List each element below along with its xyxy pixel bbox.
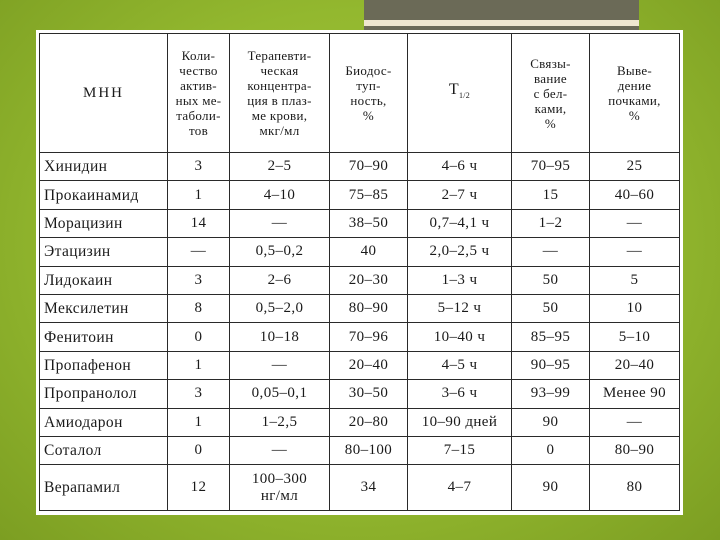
cell-metabolites: 14 — [168, 209, 230, 237]
cell-bioavailability: 70–96 — [330, 323, 408, 351]
header-line: Коли- — [181, 48, 216, 63]
title-tab-stripe — [364, 20, 639, 26]
cell-renal: — — [590, 209, 680, 237]
cell-renal: 10 — [590, 294, 680, 322]
cell-concentration: 10–18 — [230, 323, 330, 351]
cell-name: Хинидин — [40, 153, 168, 181]
header-line: ческая — [260, 63, 299, 78]
cell-bioavailability: 80–90 — [330, 294, 408, 322]
header-line: ность, — [350, 93, 387, 108]
cell-half-life: 1–3 ч — [408, 266, 512, 294]
header-line: % — [544, 115, 557, 131]
cell-renal: — — [590, 408, 680, 436]
header-line: концентра- — [247, 78, 312, 93]
cell-concentration: 100–300 нг/мл — [230, 465, 330, 511]
header-line: с бел- — [533, 85, 568, 101]
header-line: % — [362, 108, 375, 123]
header-line: мкг/мл — [259, 123, 300, 138]
header-mnn: МНН — [40, 34, 168, 153]
table-row — [40, 465, 680, 511]
cell-binding: — — [512, 238, 590, 266]
cell-half-life: 2,0–2,5 ч — [408, 238, 512, 266]
cell-name: Прокаинамид — [40, 181, 168, 209]
cell-binding: 1–2 — [512, 209, 590, 237]
cell-renal: 20–40 — [590, 351, 680, 379]
cell-renal: 5 — [590, 266, 680, 294]
cell-binding: 90 — [512, 465, 590, 511]
table-body — [40, 153, 680, 511]
cell-name: Пропафенон — [40, 351, 168, 379]
cell-binding: 70–95 — [512, 153, 590, 181]
header-line: актив- — [180, 78, 217, 93]
header-line: туп- — [356, 78, 381, 93]
cell-bioavailability: 70–90 — [330, 153, 408, 181]
header-line: Биодос- — [345, 63, 392, 78]
antiarrhythmic-pharmacokinetics-table — [39, 33, 680, 511]
cell-bioavailability: 20–30 — [330, 266, 408, 294]
header-metabolites — [168, 34, 230, 153]
cell-renal: 80 — [590, 465, 680, 511]
header-row — [40, 34, 680, 153]
cell-half-life: 0,7–4,1 ч — [408, 209, 512, 237]
cell-renal: 40–60 — [590, 181, 680, 209]
cell-metabolites: 12 — [168, 465, 230, 511]
cell-metabolites: — — [168, 238, 230, 266]
cell-binding: 90–95 — [512, 351, 590, 379]
table-row — [40, 266, 680, 294]
header-line: Выве- — [616, 63, 653, 78]
cell-concentration: 0,5–0,2 — [230, 238, 330, 266]
cell-name: Лидокаин — [40, 266, 168, 294]
header-protein-binding — [512, 34, 590, 153]
header-half-life: $Т_{1/2}$ — [408, 34, 512, 153]
header-line: дение — [617, 78, 652, 93]
cell-concentration: 4–10 — [230, 181, 330, 209]
cell-concentration: 0,05–0,1 — [230, 380, 330, 408]
cell-metabolites: 3 — [168, 153, 230, 181]
cell-metabolites: 1 — [168, 408, 230, 436]
cell-bioavailability: 34 — [330, 465, 408, 511]
cell-name: Мексилетин — [40, 294, 168, 322]
cell-binding: 93–99 — [512, 380, 590, 408]
header-line: ных ме- — [175, 93, 222, 108]
cell-binding: 50 — [512, 294, 590, 322]
table-row — [40, 294, 680, 322]
cell-name: Пропранолол — [40, 380, 168, 408]
cell-binding: 15 — [512, 181, 590, 209]
cell-half-life: 7–15 — [408, 436, 512, 464]
cell-name: Фенитоин — [40, 323, 168, 351]
cell-concentration: 1–2,5 — [230, 408, 330, 436]
cell-bioavailability: 80–100 — [330, 436, 408, 464]
table-row — [40, 181, 680, 209]
cell-metabolites: 0 — [168, 323, 230, 351]
header-line: Терапевти- — [247, 48, 312, 63]
cell-name: Верапамил — [40, 465, 168, 511]
cell-binding: 90 — [512, 408, 590, 436]
cell-half-life: 3–6 ч — [408, 380, 512, 408]
header-line: % — [628, 108, 641, 123]
cell-name: Амиодарон — [40, 408, 168, 436]
cell-metabolites: 3 — [168, 380, 230, 408]
cell-name: Этацизин — [40, 238, 168, 266]
table-row — [40, 323, 680, 351]
cell-name: Соталол — [40, 436, 168, 464]
table-row — [40, 351, 680, 379]
cell-bioavailability: 75–85 — [330, 181, 408, 209]
cell-binding: 0 — [512, 436, 590, 464]
cell-renal: Менее 90 — [590, 380, 680, 408]
header-line: ками, — [534, 100, 567, 116]
cell-half-life: 4–6 ч — [408, 153, 512, 181]
cell-concentration: 2–5 — [230, 153, 330, 181]
cell-bioavailability: 38–50 — [330, 209, 408, 237]
header-therapeutic-concentration — [230, 34, 330, 153]
cell-half-life: 10–90 дней — [408, 408, 512, 436]
header-line: тов — [188, 123, 209, 138]
cell-bioavailability: 20–80 — [330, 408, 408, 436]
header-line: вание — [534, 70, 567, 86]
header-bioavailability — [330, 34, 408, 153]
cell-metabolites: 0 — [168, 436, 230, 464]
scanned-table-image — [36, 30, 683, 515]
cell-concentration: 2–6 — [230, 266, 330, 294]
table-row — [40, 153, 680, 181]
cell-concentration: — — [230, 209, 330, 237]
cell-renal: 5–10 — [590, 323, 680, 351]
cell-concentration: — — [230, 436, 330, 464]
cell-renal: — — [590, 238, 680, 266]
cell-half-life: 4–7 — [408, 465, 512, 511]
header-line: Связы- — [530, 55, 571, 71]
cell-metabolites: 1 — [168, 351, 230, 379]
table-row — [40, 238, 680, 266]
cell-metabolites: 8 — [168, 294, 230, 322]
cell-renal: 25 — [590, 153, 680, 181]
header-line: ция в плаз- — [247, 93, 312, 108]
header-line: почками, — [608, 93, 661, 108]
table-row — [40, 380, 680, 408]
table-row — [40, 436, 680, 464]
cell-half-life: 4–5 ч — [408, 351, 512, 379]
header-line: таболи- — [176, 108, 221, 123]
cell-binding: 50 — [512, 266, 590, 294]
cell-binding: 85–95 — [512, 323, 590, 351]
cell-name: Морацизин — [40, 209, 168, 237]
cell-half-life: 10–40 ч — [408, 323, 512, 351]
cell-concentration: 0,5–2,0 — [230, 294, 330, 322]
table-row — [40, 408, 680, 436]
header-line: чество — [179, 63, 218, 78]
header-renal-excretion — [590, 34, 680, 153]
cell-bioavailability: 30–50 — [330, 380, 408, 408]
cell-metabolites: 3 — [168, 266, 230, 294]
cell-half-life: 2–7 ч — [408, 181, 512, 209]
cell-bioavailability: 20–40 — [330, 351, 408, 379]
table-row — [40, 209, 680, 237]
cell-metabolites: 1 — [168, 181, 230, 209]
header-line: ме крови, — [251, 108, 308, 123]
cell-renal: 80–90 — [590, 436, 680, 464]
cell-concentration: — — [230, 351, 330, 379]
cell-bioavailability: 40 — [330, 238, 408, 266]
cell-half-life: 5–12 ч — [408, 294, 512, 322]
